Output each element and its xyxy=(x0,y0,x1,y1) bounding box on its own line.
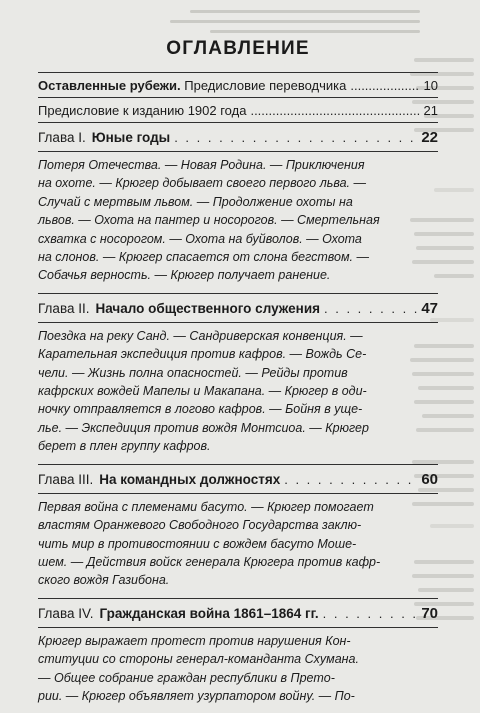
dot-leader xyxy=(174,130,417,145)
chapter-title: Начало общественного служения xyxy=(95,300,320,316)
chapter-label: Глава IV. xyxy=(38,605,94,621)
chapter-label: Глава II. xyxy=(38,300,90,316)
chapter-page-number: 70 xyxy=(421,604,438,622)
toc-page-number: 21 xyxy=(423,103,438,118)
toc-entry-title: Оставленные рубежи. Предисловие переводчика xyxy=(38,78,347,93)
chapter-title: Гражданская война 1861–1864 гг. xyxy=(99,605,319,621)
chapter-page-number: 60 xyxy=(421,470,438,488)
toc-entry[interactable] xyxy=(38,98,438,122)
chapter-summary: Поездка на реку Санд. — Сандриверская конвенция. — Карательная экспедиция против кафров. — Вождь Се- чели. — Жизнь полна опасностей. — Рейды против кафрских вождей Мапелы и Макапана. — Крюгер в оди- ночку отправляется в логово кафров. — Бойня в уще- лье. — Экспедиция против вождя Монтсиоа. — Крюгер берет в плен группу кафров. xyxy=(38,328,369,454)
previous-page-bleed xyxy=(170,4,430,42)
dot-leader xyxy=(323,606,418,621)
chapter-entry[interactable] xyxy=(38,465,438,493)
toc-entry[interactable] xyxy=(38,73,438,97)
dot-leader xyxy=(250,103,419,118)
dot-leader xyxy=(284,472,417,487)
chapter-page-number: 22 xyxy=(421,129,438,146)
toc-page-number: 10 xyxy=(423,78,438,93)
chapter-title: Юные годы xyxy=(91,130,171,145)
dot-leader xyxy=(324,301,417,316)
chapter-entry[interactable] xyxy=(38,123,438,151)
table-of-contents xyxy=(38,38,438,713)
chapter-label: Глава I. xyxy=(38,130,86,145)
chapter-summary: Потеря Отечества. — Новая Родина. — Приключения на охоте. — Крюгер добывает своего первого льва. — Случай с мертвым львом. — Продолжение охоты на львов. — Охота на пантер и носорогов. — Смертельная схватка с носорогом. — Охота на буйволов. — Охота на слонов. — Крюгер спасается от слона бегством. — Собачья верность. — Крюгер получает ранение. xyxy=(38,158,380,283)
chapter-entry[interactable] xyxy=(38,294,438,322)
toc-entry-title: Предисловие к изданию 1902 года xyxy=(38,103,247,118)
chapter-summary: Первая война с племенами басуто. — Крюгер помогает властям Оранжевого Свободного Государства заклю- чить мир в противостоянии с вождем басуто Мошe- шем. — Действия войск генерала Крюгера против кафр- ского вождя Газибона. xyxy=(38,499,381,588)
chapter-summary: Крюгер выражает протест против нарушения Кон- ституции со стороны генерал-команданта Схумана. — Общее собрание граждан республики в Претo- рии. — Крюгер объявляет узурпатором войну. — По- xyxy=(38,633,359,703)
chapter-title: На командных должностях xyxy=(99,471,281,487)
dot-leader xyxy=(350,78,419,93)
chapter-entry[interactable] xyxy=(38,599,438,627)
toc-heading: ОГЛАВЛЕНИЕ xyxy=(166,38,310,59)
chapter-page-number: 47 xyxy=(421,299,438,317)
chapter-label: Глава III. xyxy=(38,471,94,487)
